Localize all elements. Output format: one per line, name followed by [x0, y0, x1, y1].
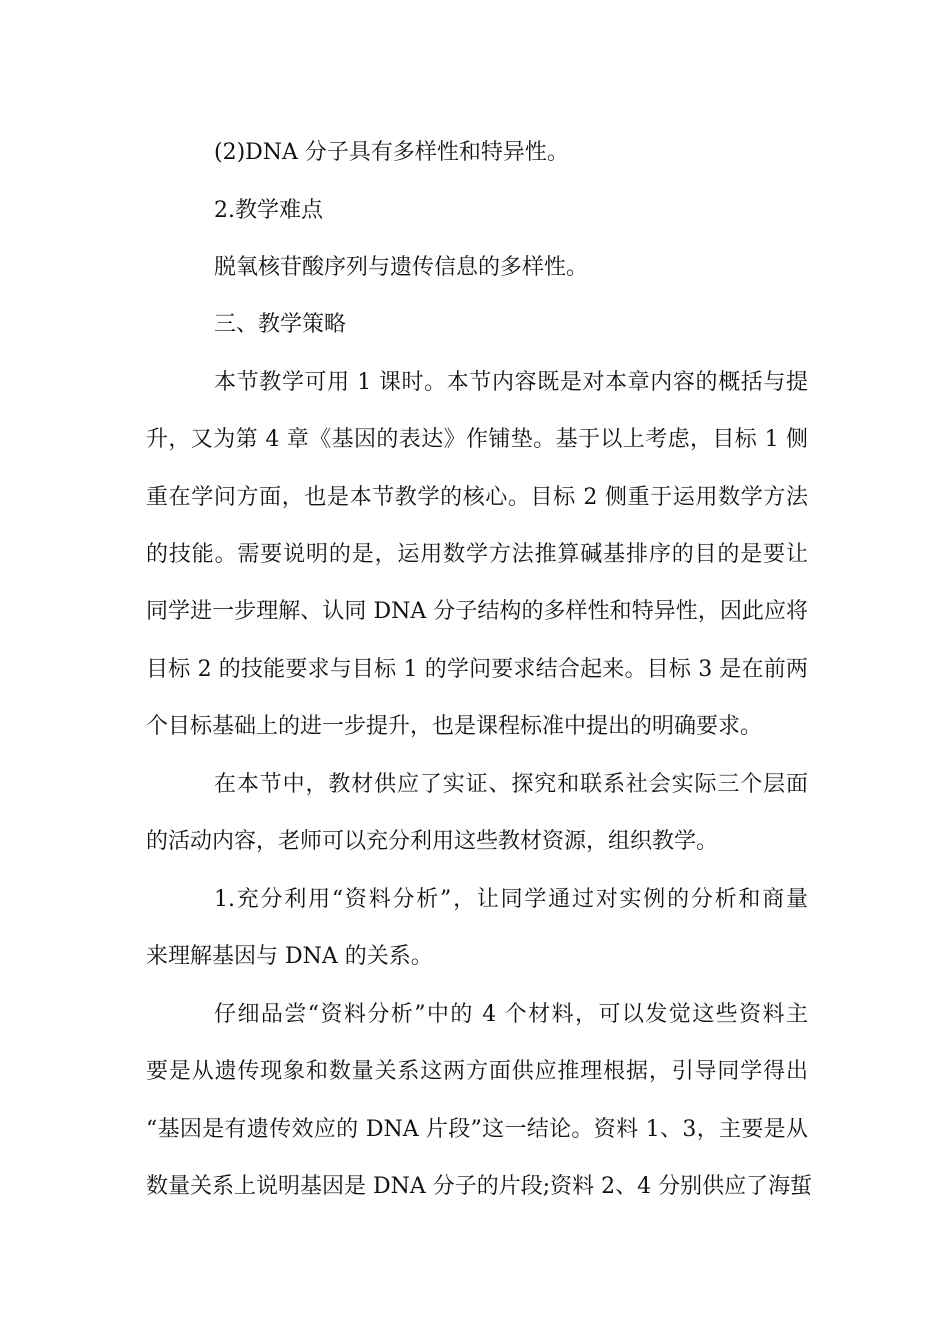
text-line-15: 来理解基因与 DNA 的关系。: [146, 944, 433, 969]
text-line-5: 本节教学可用 1 课时。本节内容既是对本章内容的概括与提: [214, 370, 808, 395]
text-line-4: 三、教学策略: [214, 312, 347, 337]
text-line-17: 要是从遗传现象和数量关系这两方面供应推理根据，引导同学得出: [146, 1059, 808, 1084]
text-line-13: 的活动内容，老师可以充分利用这些教材资源，组织教学。: [146, 829, 719, 854]
text-line-14: 1.充分利用“资料分析”，让同学通过对实例的分析和商量: [214, 887, 808, 912]
text-line-1: (2)DNA 分子具有多样性和特异性。: [214, 140, 569, 165]
text-line-12: 在本节中，教材供应了实证、探究和联系社会实际三个层面: [214, 772, 808, 797]
text-line-16: 仔细品尝“资料分析”中的 4 个材料，可以发觉这些资料主: [214, 1002, 808, 1027]
text-line-6: 升，又为第 4 章《基因的表达》作铺垫。基于以上考虑，目标 1 侧: [146, 427, 808, 452]
text-line-7: 重在学问方面，也是本节教学的核心。目标 2 侧重于运用数学方法: [146, 485, 808, 510]
text-line-9: 同学进一步理解、认同 DNA 分子结构的多样性和特异性，因此应将: [146, 599, 808, 624]
text-line-2: 2.教学难点: [214, 198, 323, 223]
text-line-8: 的技能。需要说明的是，运用数学方法推算碱基排序的目的是要让: [146, 542, 808, 567]
text-line-19: 数量关系上说明基因是 DNA 分子的片段;资料 2、4 分别供应了海蜇: [146, 1174, 813, 1199]
text-line-10: 目标 2 的技能要求与目标 1 的学问要求结合起来。目标 3 是在前两: [146, 657, 808, 682]
text-line-18: “基因是有遗传效应的 DNA 片段”这一结论。资料 1、3，主要是从: [146, 1117, 808, 1142]
text-line-3: 脱氧核苷酸序列与遗传信息的多样性。: [214, 255, 589, 280]
text-line-11: 个目标基础上的进一步提升，也是课程标准中提出的明确要求。: [146, 714, 763, 739]
